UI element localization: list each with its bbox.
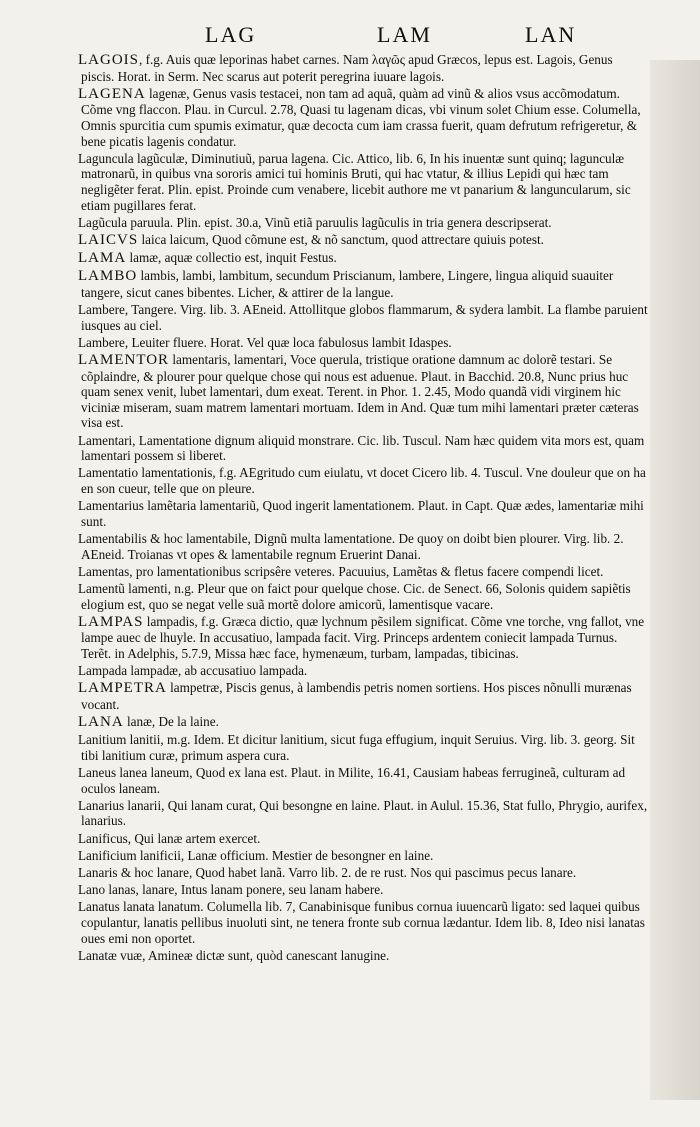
entry-text: Lampada lampadæ, ab accusatiuo lampada. xyxy=(78,663,308,679)
entry-text: Lagũcula paruula. Plin. epist. 30.a, Vinũ etiã paruulis lagũculis in tria genera descripserat. xyxy=(78,214,552,230)
dictionary-entry xyxy=(78,798,648,829)
dictionary-entry xyxy=(78,335,648,351)
entry-text: Lamentari, Lamentatione dignum aliquid monstrare. Cic. lib. Tuscul. Nam hæc quidem vita mors est, quam lamentari possem si liberet. xyxy=(78,432,645,464)
entry-text: lagenæ, Genus vasis testacei, non tam ad aquã, quàm ad vinũ & alios vsus accõmodatum. Cõme vng flaccon. Plau. in Curcul. 2.78, Quasi tu lagenam dicas, vbi vinum solet Chium esse. Columella, Omnis spurcitia cum spumis eximatur, quæ decocta cum iam crassa fuerit, quam defrutum refrigeretur, & bene picatis lagenis condatur. xyxy=(81,85,641,149)
dictionary-entry xyxy=(78,352,648,431)
dictionary-entry xyxy=(78,948,648,964)
dictionary-entry xyxy=(78,899,648,946)
entry-text: Lanificium lanificii, Lanæ officium. Mestier de besongner en laine. xyxy=(78,847,434,863)
dictionary-entry xyxy=(78,531,648,562)
running-header xyxy=(0,22,700,54)
entry-text: , f.g. Auis quæ leporinas habet carnes. Nam λαγῶς apud Græcos, lepus est. Lagois, Genus piscis. Horat. in Serm. Nec scarus aut poterit peregrina iuuare lagois. xyxy=(81,52,613,84)
entry-headword: LAMPAS xyxy=(78,613,144,630)
dictionary-entry xyxy=(78,714,648,731)
entry-text: Lamentas, pro lamentationibus scripsêre veteres. Pacuuius, Lamẽtas & fletus facere compendi licet. xyxy=(78,563,604,579)
dictionary-entry xyxy=(78,465,648,496)
dictionary-entry xyxy=(78,765,648,796)
entry-headword: LAGOIS xyxy=(78,52,139,68)
dictionary-entry xyxy=(78,232,648,249)
entry-text: Lambere, Leuiter fluere. Horat. Vel quæ loca fabulosus lambit Idaspes. xyxy=(78,334,452,350)
entry-text: Lanarius lanarii, Qui lanam curat, Qui besongne en laine. Plaut. in Aulul. 15.36, Stat fullo, Phrygio, aurifex, lanarius. xyxy=(78,797,648,829)
dictionary-entry xyxy=(78,732,648,763)
dictionary-entry xyxy=(78,52,648,84)
entry-text: Laneus lanea laneum, Quod ex lana est. Plaut. in Milite, 16.41, Causiam habeas ferrugineã, culturam ad oculos laneam. xyxy=(78,765,626,796)
entry-text: lamentaris, lamentari, Voce querula, tristique oratione damnum ac dolorẽ testari. Se cõplaindre, & plourer pour quelque chose qui nous est aduenue. Plaut. in Bacchid. 20.8, Nunc prius huc quam senex venit, lubet lamentari, dum exeat. Terent. in Phor. 1. 2.45, Modo quandã vidi virginem hic viciniæ miseram, suam matrem lamentari mortuam. Idem in And. Quæ tum mihi lamentari præter cæteras visa est. xyxy=(81,352,639,431)
dictionary-entry xyxy=(78,882,648,898)
entry-headword: LANA xyxy=(78,714,124,731)
dictionary-entry xyxy=(78,151,648,213)
dictionary-entry xyxy=(78,614,648,662)
entry-headword: LAICVS xyxy=(78,231,139,248)
facing-page-bleed xyxy=(650,60,700,1100)
entry-text: Lamentarius lamẽtaria lamentariũ, Quod ingerit lamentationem. Plaut. in Capt. Quæ ædes, lamentariæ mihi sunt. xyxy=(78,498,644,529)
entry-headword: LAMENTOR xyxy=(78,352,170,369)
dictionary-entry xyxy=(78,581,648,612)
entry-headword: LAGENA xyxy=(78,85,146,102)
entry-text: Lamentũ lamenti, n.g. Pleur que on faict pour quelque chose. Cic. de Senect. 66, Solonis quidem sapiẽtis elogium est, quo se negat velle suã mortẽ dolore amicorũ, lamentisque vacare. xyxy=(78,580,631,612)
entry-text: Lanificus, Qui lanæ artem exercet. xyxy=(78,830,261,846)
entry-headword: LAMBO xyxy=(78,268,138,285)
entry-text: Lamentatio lamentationis, f.g. AEgritudo cum eiulatu, vt docet Cicero lib. 4. Tuscul. Vne douleur que on ha en son cueur, telle que on pleure. xyxy=(78,465,646,496)
dictionary-entry xyxy=(78,831,648,847)
entry-text: lambis, lambi, lambitum, secundum Priscianum, lambere, Lingere, lingua aliquid suauiter tangere, sicut canes bibentes. Licher, & attirer de la langue. xyxy=(81,268,614,300)
dictionary-entry xyxy=(78,663,648,679)
dictionary-entry xyxy=(78,433,648,464)
entry-text: Lano lanas, lanare, Intus lanam ponere, seu lanam habere. xyxy=(78,882,384,898)
entry-text: Lanatus lanata lanatum. Columella lib. 7, Canabinisque funibus cornua iuuencarũ ligato: sed laquei quibus copulantur, lanatis pellibus inuoluti sint, ne tenera fronte sub cornua lædantur. Idem lib. 8, Ideo nisi lanatas oues emi non oportet. xyxy=(78,899,645,946)
header-center-guideword: LAM xyxy=(377,22,432,47)
entry-headword: LAMA xyxy=(78,250,127,267)
entry-text: lamæ, aquæ collectio est, inquit Festus. xyxy=(126,250,337,266)
entry-text: Lanaris & hoc lanare, Quod habet lanã. Varro lib. 2. de re rust. Nos qui pascimus pecus lanare. xyxy=(78,864,577,880)
dictionary-entry xyxy=(78,564,648,580)
dictionary-column xyxy=(78,52,648,965)
entry-text: lanæ, De la laine. xyxy=(123,714,219,730)
dictionary-entry xyxy=(78,865,648,881)
entry-text: laica laicum, Quod cõmune est, & nõ sanctum, quod attrectare quiuis potest. xyxy=(138,231,544,247)
dictionary-entry xyxy=(78,498,648,529)
entry-text: lampadis, f.g. Græca dictio, quæ lychnum pẽsilem significat. Cõme vne torche, vng fallot, vne lampe auec de lhuyle. In accusatiuo, lampada facit. Virg. Princeps ardentem coniecit lampada Turnus. Terẽt. in Adelphis, 5.7.9, Missa hæc face, hymenæum, turbam, lampadas, tibicinas. xyxy=(81,613,645,661)
entry-text: Lanatæ vuæ, Amineæ dictæ sunt, quòd canescant lanugine. xyxy=(78,947,390,963)
entry-text: Laguncula lagũculæ, Diminutiuũ, parua lagena. Cic. Attico, lib. 6, In his inuentæ sunt quinq; lagunculæ matronarũ, in quibus vna sororis amici tui hominis Bruti, qui hac vtatur, & illius Lepidi qui hæc tam negligẽter ferat. Plin. epist. Proinde cum venabere, licebit authore me vt panarium & languncularum, sic etiam pugillares ferat. xyxy=(78,150,631,213)
entry-text: Lambere, Tangere. Virg. lib. 3. AEneid. Attollitque globos flammarum, & sydera lambit. La flambe paruient iusques au ciel. xyxy=(78,302,648,333)
dictionary-entry xyxy=(78,302,648,333)
dictionary-entry xyxy=(78,848,648,864)
dictionary-entry xyxy=(78,250,648,267)
entry-text: lampetræ, Piscis genus, à lambendis petris nomen sortiens. Hos pisces nõnulli murænas vocant. xyxy=(81,680,632,712)
dictionary-entry xyxy=(78,215,648,231)
entry-text: Lanitium lanitii, m.g. Idem. Et dicitur lanitium, sicut fuga effugium, inquit Seruius. Virg. lib. 3. georg. Sit tibi lanitium curæ, primum aspera cura. xyxy=(78,732,635,763)
header-left-guideword: LAG xyxy=(205,22,257,47)
header-right-guideword: LAN xyxy=(525,22,577,47)
dictionary-entry xyxy=(78,86,648,149)
entry-headword: LAMPETRA xyxy=(78,680,167,697)
entry-text: Lamentabilis & hoc lamentabile, Dignũ multa lamentatione. De quoy on doibt bien plourer. Virg. lib. 2. AEneid. Troianas vt opes & lamentabile regnum Eruerint Danai. xyxy=(78,530,624,562)
dictionary-entry xyxy=(78,680,648,712)
dictionary-entry xyxy=(78,268,648,300)
